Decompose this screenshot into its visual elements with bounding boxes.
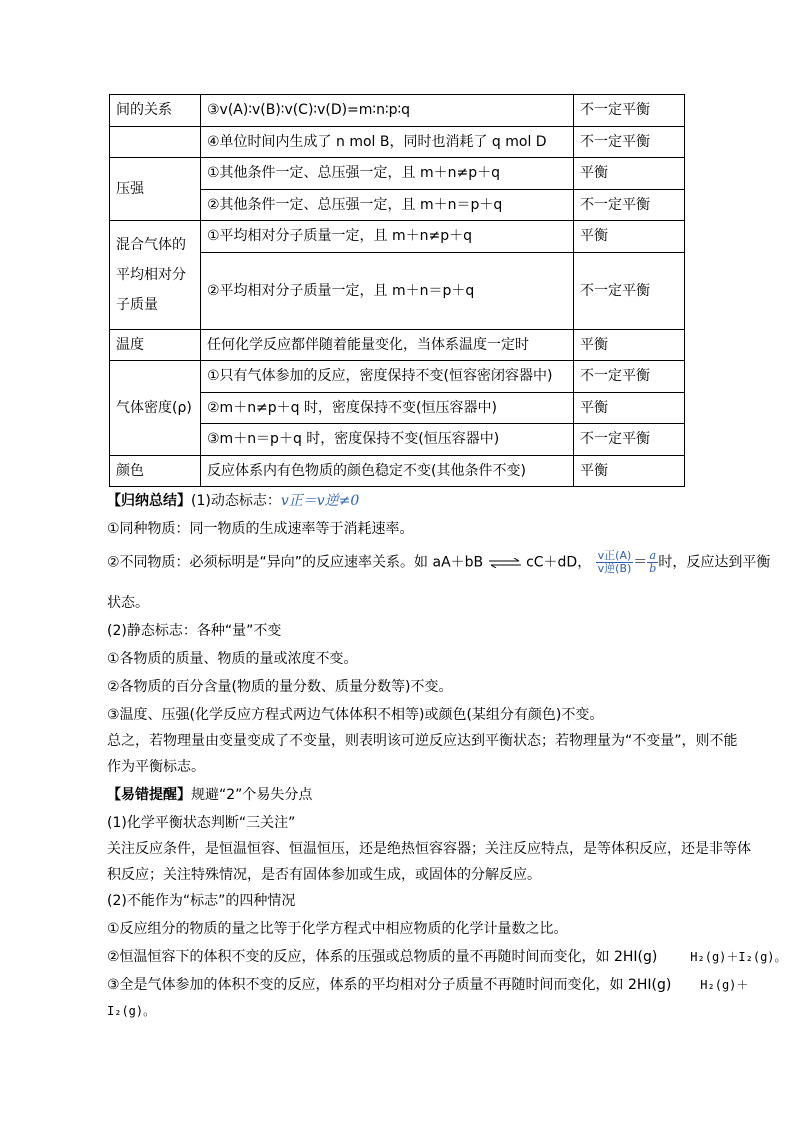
paragraph: 积反应；关注特殊情况，是否有固体参加或生成，或固体的分解反应。 [107, 867, 541, 883]
group-line: 平均相对分 [116, 266, 186, 283]
group-cell: 压强 [110, 158, 201, 221]
coefficient-fraction: $\frac{a}{b}$ [649, 549, 657, 575]
result-cell: 平衡 [574, 158, 685, 190]
paragraph: ①反应组分的物质的量之比等于化学方程式中相应物质的化学计量数之比。 [107, 921, 568, 937]
paragraph: 作为平衡标志。 [107, 759, 205, 775]
result-cell: 不一定平衡 [574, 189, 685, 221]
rate-ratio-fraction: $\frac{\text{v正(A)}}{\text{v逆(B)}}$ [597, 549, 632, 575]
reversible-arrow-icon [662, 952, 686, 962]
group-cell-mixed-gas [110, 221, 201, 330]
result-cell: 不一定平衡 [574, 252, 685, 329]
paragraph: ②各物质的百分含量(物质的量分数、质量分数等)不变。 [107, 679, 453, 695]
table-row [110, 455, 685, 487]
result-cell: 不一定平衡 [574, 361, 685, 393]
group-cell: 间的关系 [110, 95, 201, 127]
condition-cell: ①平均相对分子质量一定，且 m＋n≠p＋q [201, 221, 574, 253]
table-row [110, 126, 685, 158]
condition-cell: 反应体系内有色物质的颜色稳定不变(其他条件不变) [201, 455, 574, 487]
text: H₂(g)＋ [700, 978, 749, 992]
result-cell: 不一定平衡 [574, 126, 685, 158]
paragraph-different-substances: ②不同物质：必须标明是“异向”的反应速率关系。如 aA＋bB cC＋dD， $\frac{\text{v正(A)}}{\text{v逆(B)}}$ ＝ $\frac{a}{b}$ 时，反应达到平衡 [107, 549, 771, 575]
result-cell: 平衡 [574, 392, 685, 424]
table-row [110, 221, 685, 253]
result-cell: 不一定平衡 [574, 424, 685, 456]
condition-cell: ④单位时间内生成了 n mol B，同时也消耗了 q mol D [201, 126, 574, 158]
paragraph: I₂(g)。 [107, 1004, 156, 1018]
summary-tag: 【归纳总结】 [107, 493, 191, 509]
subheading: (1)化学平衡状态判断“三关注” [107, 815, 296, 831]
reversible-arrow-icon [488, 558, 522, 568]
paragraph: 总之，若物理量由变量变成了不变量，则表明该可逆反应达到平衡状态；若物理量为“不变量”，则不能 [107, 733, 738, 749]
result-cell: 平衡 [574, 329, 685, 361]
text: cC＋dD， [526, 554, 592, 571]
warning-heading [107, 784, 312, 804]
equilibrium-criteria-table [109, 94, 685, 487]
dynamic-title: (1)动态标志： [191, 493, 281, 509]
subheading: (2)不能作为“标志”的四种情况 [107, 893, 296, 909]
result-cell: 平衡 [574, 455, 685, 487]
text: ②不同物质：必须标明是“异向”的反应速率关系。如 aA＋bB [107, 554, 484, 571]
condition-cell: 任何化学反应都伴随着能量变化，当体系温度一定时 [201, 329, 574, 361]
text: 时，反应达到平衡 [658, 554, 771, 571]
group-line: 混合气体的 [116, 236, 186, 253]
condition-cell: ①只有气体参加的反应，密度保持不变(恒容密闭容器中) [201, 361, 574, 393]
condition-cell: ②m＋n≠p＋q 时，密度保持不变(恒压容器中) [201, 392, 574, 424]
condition-cell: ②其他条件一定、总压强一定，且 m＋n＝p＋q [201, 189, 574, 221]
table-row [110, 361, 685, 393]
table-row [110, 158, 685, 190]
paragraph: 状态。 [107, 595, 149, 611]
paragraph [107, 946, 787, 966]
text: H₂(g)＋I₂(g)。 [690, 950, 787, 964]
warning-title: 规避“2”个易失分点 [191, 787, 313, 803]
paragraph [107, 974, 748, 994]
condition-cell: ③v(A)∶v(B)∶v(C)∶v(D)=m∶n∶p∶q [201, 95, 574, 127]
group-cell: 气体密度(ρ) [110, 361, 201, 456]
paragraph: ③温度、压强(化学反应方程式两边气体体积不相等)或颜色(某组分有颜色)不变。 [107, 707, 604, 723]
table-row [110, 329, 685, 361]
group-cell: 颜色 [110, 455, 201, 487]
text: ②恒温恒容下的体积不变的反应，体系的压强或总物质的量不再随时间而变化，如 2HI(g) [107, 949, 658, 965]
condition-cell: ①其他条件一定、总压强一定，且 m＋n≠p＋q [201, 158, 574, 190]
static-title: (2)静态标志：各种“量”不变 [107, 623, 282, 639]
result-cell: 平衡 [574, 221, 685, 253]
group-cell: 温度 [110, 329, 201, 361]
reversible-arrow-icon [676, 980, 696, 990]
dynamic-formula: v正＝v逆≠0 [280, 493, 360, 509]
result-cell: 不一定平衡 [574, 95, 685, 127]
condition-cell: ②平均相对分子质量一定，且 m＋n＝p＋q [201, 252, 574, 329]
text: ③全是气体参加的体积不变的反应，体系的平均相对分子质量不再随时间而变化，如 2HI(g) [107, 977, 672, 993]
paragraph: ①同种物质：同一物质的生成速率等于消耗速率。 [107, 521, 414, 537]
condition-cell: ③m＋n＝p＋q 时，密度保持不变(恒压容器中) [201, 424, 574, 456]
paragraph: ①各物质的质量、物质的量或浓度不变。 [107, 651, 358, 667]
group-cell [110, 126, 201, 158]
summary-heading [107, 490, 359, 510]
paragraph: 关注反应条件，是恒温恒容、恒温恒压，还是绝热恒容容器；关注反应特点，是等体积反应，还是非等体 [107, 841, 751, 857]
warning-tag: 【易错提醒】 [107, 787, 191, 803]
table-row [110, 95, 685, 127]
group-line: 子质量 [116, 296, 158, 313]
